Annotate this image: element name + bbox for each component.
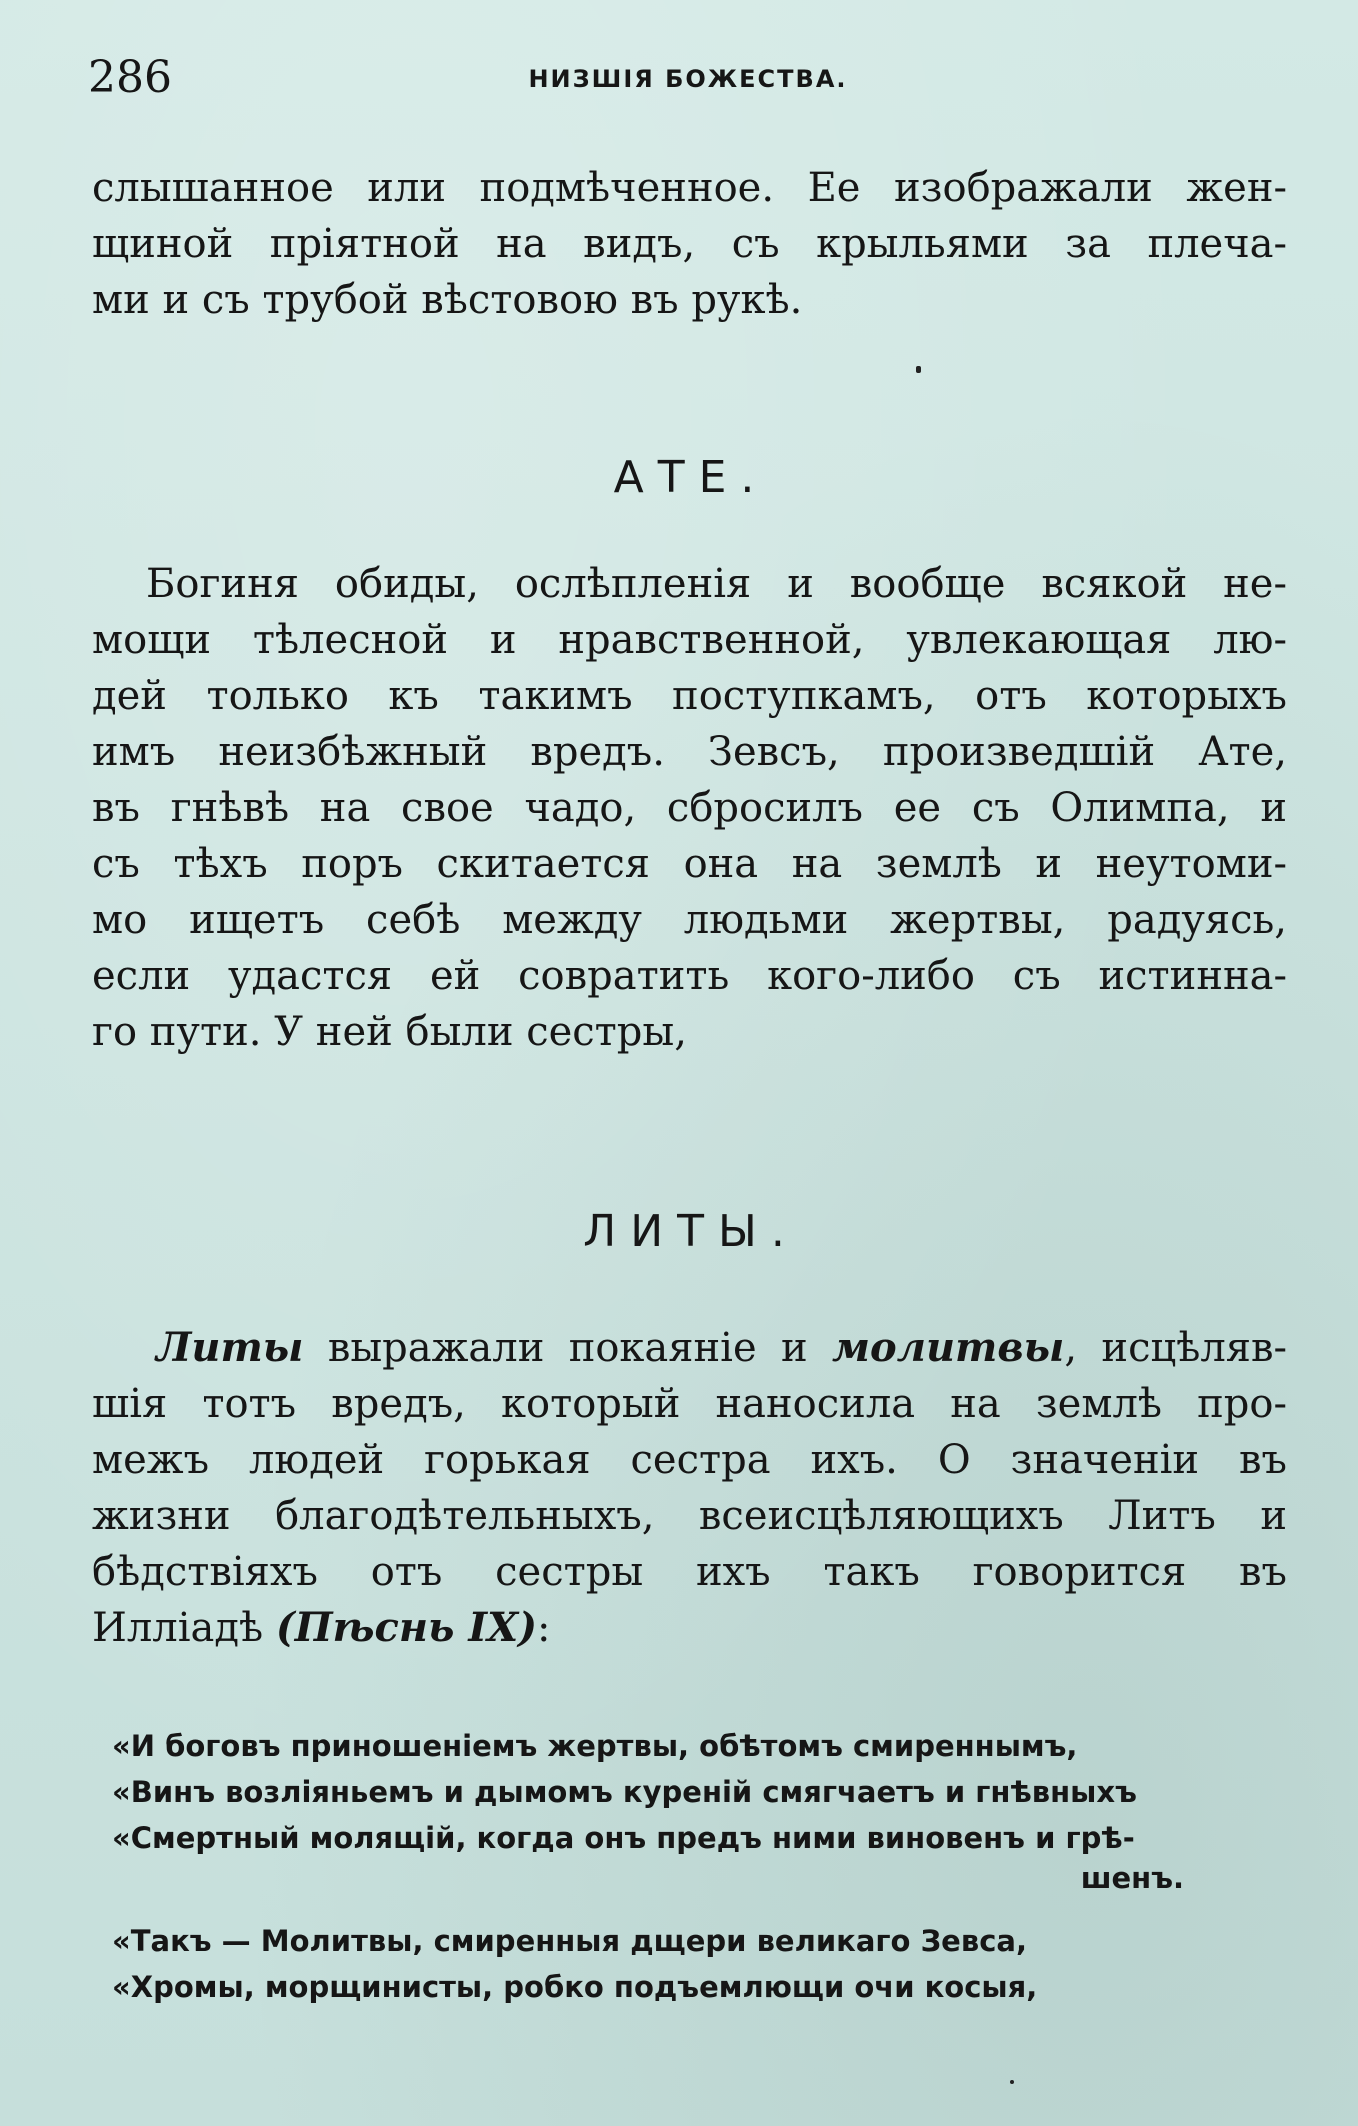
text-run: : [537, 1605, 551, 1651]
verse-line: «Смертный молящій, когда онъ предъ ними виновенъ и грѣ- [112, 1821, 1135, 1855]
text-line [92, 1320, 1287, 1376]
verse-line: «Винъ возліяньемъ и дымомъ куреній смягчаетъ и гнѣвныхъ [112, 1775, 1137, 1809]
section-heading-ate: АТЕ. [613, 452, 769, 503]
text-line: мощи тѣлесной и нравственной, увлекающая лю- [92, 617, 1287, 663]
text-line: межъ людей горькая сестра ихъ. О значеніи въ [92, 1437, 1287, 1483]
emphasis-lity: Литы [156, 1324, 304, 1371]
intro-paragraph [92, 160, 1287, 328]
text-line: въ гнѣвѣ на свое чадо, сбросилъ ее съ Олимпа, и [92, 785, 1287, 831]
running-title: НИЗШІЯ БОЖЕСТВА. [528, 65, 848, 93]
text-line: имъ неизбѣжный вредъ. Зевсъ, произведшій Ате, [92, 729, 1287, 775]
text-line [92, 1600, 1287, 1656]
text-line: Богиня обиды, ослѣпленія и вообще всякой не- [146, 561, 1287, 607]
text-line: ми и съ трубой вѣстовою въ рукѣ. [92, 277, 803, 323]
text-line: дей только къ такимъ поступкамъ, отъ которыхъ [92, 673, 1287, 719]
text-line: бѣдствіяхъ отъ сестры ихъ такъ говорится въ [92, 1549, 1287, 1595]
verse-stanza-1 [112, 1723, 1292, 1895]
text-line: жизни благодѣтельныхъ, всеисцѣляющихъ Литъ и [92, 1493, 1287, 1539]
section-heading-lity: ЛИТЫ. [583, 1206, 799, 1257]
text-line: го пути. У ней были сестры, [92, 1009, 687, 1055]
text-line: слышанное или подмѣченное. Ее изображали жен- [92, 165, 1287, 211]
text-run: Илліадѣ [92, 1605, 276, 1651]
verse-line: «Хромы, морщинисты, робко подъемлющи очи косыя, [112, 1970, 1038, 2004]
ink-speck [916, 366, 921, 373]
verse-stanza-2 [112, 1918, 1292, 2010]
lity-paragraph [92, 1320, 1287, 1656]
text-line: если удастся ей совратить кого-либо съ истинна- [92, 953, 1287, 999]
verse-line: «Такъ — Молитвы, смиренныя дщери великаго Зевса, [112, 1924, 1027, 1958]
ink-speck [1010, 2080, 1014, 2084]
text-line: щиной пріятной на видъ, съ крыльями за плеча- [92, 221, 1287, 267]
citation: (Пѣснь IX) [275, 1604, 538, 1651]
verse-line: «И боговъ приношеніемъ жертвы, обѣтомъ смиреннымъ, [112, 1729, 1078, 1763]
text-line: шія тотъ вредъ, который наносила на землѣ про- [92, 1381, 1287, 1427]
page-number: 286 [88, 52, 172, 103]
text-line: съ тѣхъ поръ скитается она на землѣ и неутоми- [92, 841, 1287, 887]
ate-paragraph [92, 556, 1287, 1060]
text-run: выражали покаяніе и [303, 1325, 832, 1371]
text-line: мо ищетъ себѣ между людьми жертвы, радуясь, [92, 897, 1287, 943]
verse-line-continuation: шенъ. [1080, 1861, 1184, 1895]
text-run: , исцѣляв- [1064, 1325, 1287, 1371]
emphasis-molitvy: молитвы [831, 1324, 1065, 1371]
page-header [88, 48, 1288, 108]
